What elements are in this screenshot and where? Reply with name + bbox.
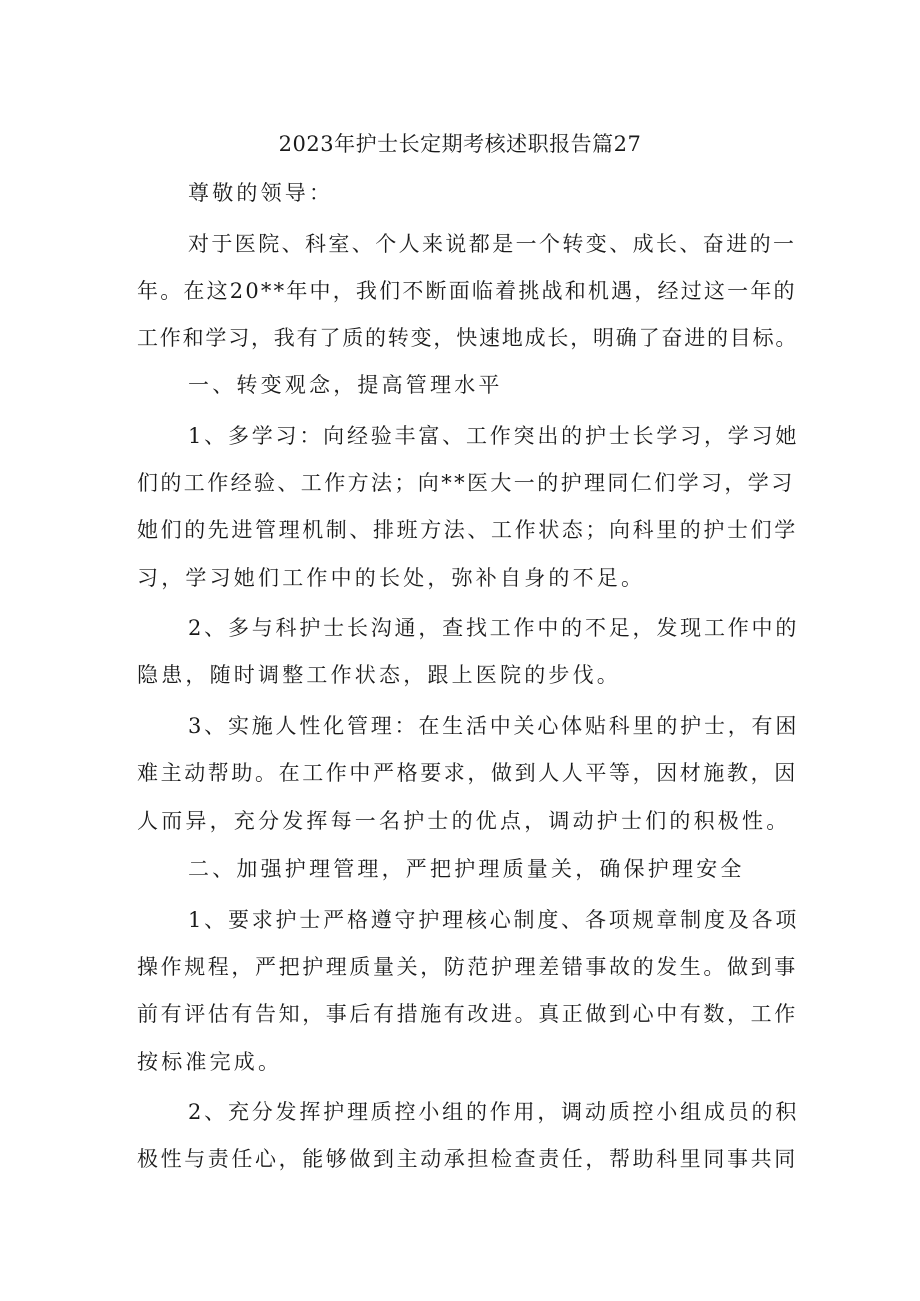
- salutation: 尊敬的领导：: [188, 181, 334, 205]
- paragraph-line: 按标准完成。: [137, 1050, 283, 1074]
- paragraph-line: 隐患，随时调整工作状态，跟上医院的步伐。: [137, 663, 621, 687]
- paragraph-line: 操作规程，严把护理质量关，防范护理差错事故的发生。做到事: [137, 955, 798, 979]
- paragraph-line: 人而异，充分发挥每一名护士的优点，调动护士们的积极性。: [137, 809, 791, 833]
- paragraph-line: 们的工作经验、工作方法；向**医大一的护理同仁们学习，学习: [137, 471, 795, 495]
- paragraph-line: 1、多学习：向经验丰富、工作突出的护士长学习，学习她: [188, 424, 800, 448]
- paragraph-line: 她们的先进管理机制、排班方法、工作状态；向科里的护士们学: [137, 518, 798, 542]
- section-heading: 二、加强护理管理，严把护理质量关，确保护理安全: [188, 857, 745, 881]
- paragraph-line: 前有评估有告知，事后有措施有改进。真正做到心中有数，工作: [137, 1002, 798, 1026]
- paragraph-line: 极性与责任心，能够做到主动承担检查责任，帮助科里同事共同: [137, 1147, 798, 1171]
- paragraph-line: 难主动帮助。在工作中严格要求，做到人人平等，因材施教，因: [137, 761, 798, 785]
- paragraph-line: 习，学习她们工作中的长处，弥补自身的不足。: [137, 566, 646, 590]
- paragraph-line: 1、要求护士严格遵守护理核心制度、各项规章制度及各项: [188, 908, 800, 932]
- paragraph-line: 年。在这20**年中，我们不断面临着挑战和机遇，经过这一年的: [137, 279, 797, 303]
- paragraph-line: 2、多与科护士长沟通，查找工作中的不足，发现工作中的: [188, 616, 800, 640]
- document-title: 2023年护士长定期考核述职报告篇27: [278, 132, 642, 156]
- paragraph-line: 3、实施人性化管理：在生活中关心体贴科里的护士，有困: [188, 714, 800, 738]
- section-heading: 一、转变观念，提高管理水平: [188, 373, 503, 397]
- paragraph-line: 工作和学习，我有了质的转变，快速地成长，明确了奋进的目标。: [137, 326, 799, 350]
- paragraph-line: 对于医院、科室、个人来说都是一个转变、成长、奋进的一: [188, 232, 797, 256]
- paragraph-line: 2、充分发挥护理质控小组的作用，调动质控小组成员的积: [188, 1100, 800, 1124]
